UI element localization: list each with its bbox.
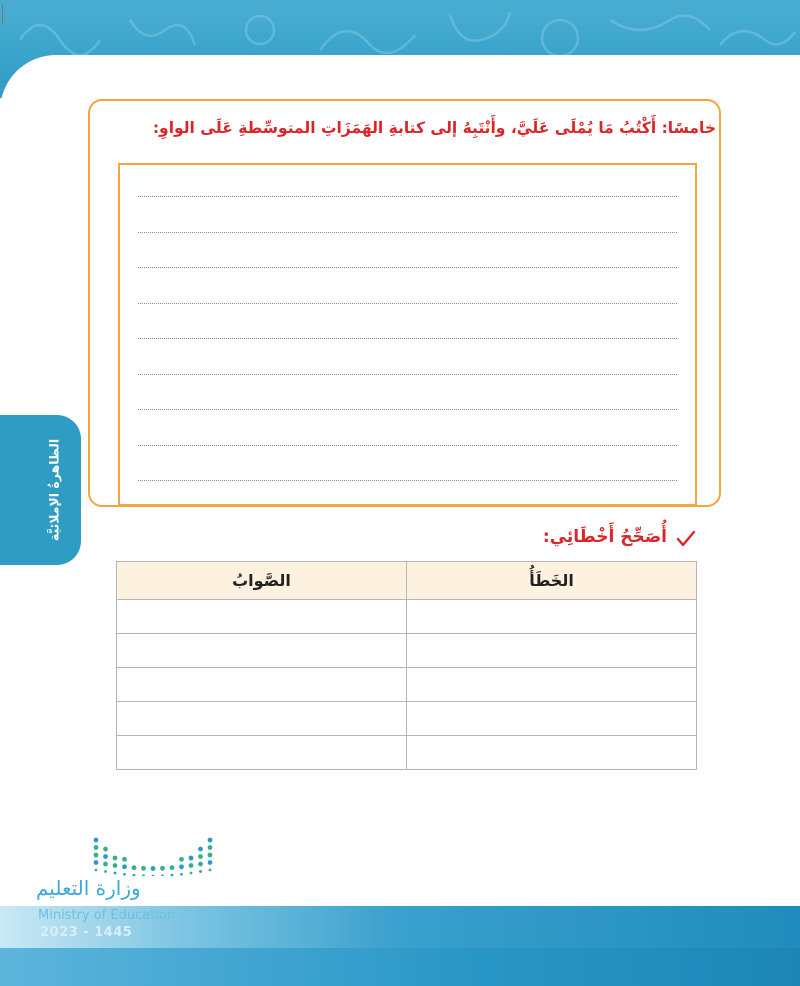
writing-line[interactable]: [138, 445, 677, 446]
table-row: [117, 600, 697, 634]
writing-line[interactable]: [138, 338, 677, 339]
ministry-name-english: Ministry of Education: [38, 908, 176, 923]
mistake-cell[interactable]: [407, 634, 697, 668]
self-correction-heading: أُصَحِّحُ أَخْطَائِي:: [542, 527, 667, 547]
mistake-cell[interactable]: [407, 668, 697, 702]
writing-line[interactable]: [138, 267, 677, 268]
correct-cell[interactable]: [117, 702, 407, 736]
correct-cell[interactable]: [117, 634, 407, 668]
check-mark-icon: [676, 529, 696, 549]
correct-cell[interactable]: [117, 668, 407, 702]
edition-year: 2023 - 1445: [40, 925, 133, 940]
writing-line[interactable]: [138, 232, 677, 233]
table-row: [117, 702, 697, 736]
mistake-cell[interactable]: [407, 702, 697, 736]
mistake-cell[interactable]: [407, 736, 697, 770]
ministry-logo-icon: [92, 836, 217, 876]
table-row: [117, 736, 697, 770]
writing-line[interactable]: [138, 196, 677, 197]
crop-mark: [2, 4, 3, 24]
writing-line[interactable]: [138, 374, 677, 375]
chapter-side-tab: [0, 415, 81, 565]
writing-line[interactable]: [138, 303, 677, 304]
writing-line[interactable]: [138, 480, 677, 481]
table-row: [117, 668, 697, 702]
ministry-name-arabic: وزارة التعليم: [36, 876, 141, 900]
table-row: [117, 634, 697, 668]
mistake-cell[interactable]: [407, 600, 697, 634]
exercise-title: خامسًا: أَكْتُبُ مَا يُمْلَى عَلَيَّ، وأَنْتَبِهُ إلى كتابةِ الهَمَزَاتِ المتوسِّطةِ عَلَى الواوِ:: [152, 119, 716, 137]
writing-line[interactable]: [138, 409, 677, 410]
corrections-table: [116, 561, 697, 770]
dictation-writing-area[interactable]: [118, 163, 697, 506]
correct-cell[interactable]: [117, 600, 407, 634]
column-header-mistake: الخَطَأُ: [407, 562, 697, 600]
table-header-row: [117, 562, 697, 600]
chapter-side-tab-label: الظاهرةُ الإملائيَّة: [46, 438, 62, 542]
footer-band-lower: [0, 948, 800, 986]
correct-cell[interactable]: [117, 736, 407, 770]
column-header-correct: الصَّوابُ: [117, 562, 407, 600]
